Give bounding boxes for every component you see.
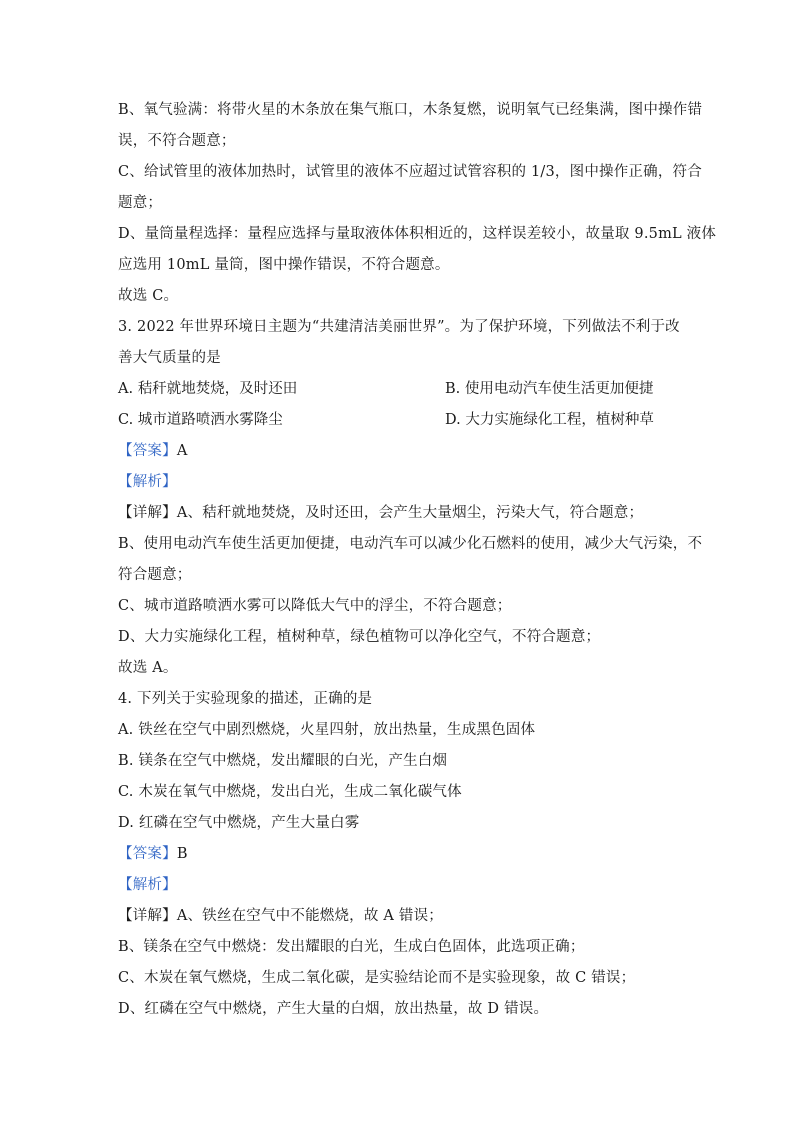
q3-detail-line-5: D、大力实施绿化工程，植树种草，绿色植物可以净化空气，不符合题意； [118,629,601,645]
q3-detail-tag: 【详解】 [118,505,177,521]
prev-solution-conclusion: 故选 C。 [118,288,179,304]
q4-detail-line-4: D、红磷在空气中燃烧，产生大量的白烟，放出热量，故 D 错误。 [118,1001,549,1017]
prev-solution-line-5: D、量筒量程选择：量程应选择与量取液体体积相近的，这样误差较小，故量取 9.5mL 液体 [118,226,717,242]
q3-answer-value: A [176,443,188,459]
q3-option-d: D. 大力实施绿化工程，植树种草 [445,412,654,428]
q3-stem-line-1: 3. 2022 年世界环境日主题为“共建清洁美丽世界”。为了保护环境，下列做法不利于改 [118,319,680,335]
q4-option-c: C. 木炭在氧气中燃烧，发出白光，生成二氧化碳气体 [118,784,462,800]
q4-option-d: D. 红磷在空气中燃烧，产生大量白雾 [118,815,360,831]
q4-option-b: B. 镁条在空气中燃烧，发出耀眼的白光，产生白烟 [118,753,448,769]
q4-stem: 4. 下列关于实验现象的描述，正确的是 [118,691,373,707]
prev-solution-line-6: 应选用 10mL 量筒，图中操作错误，不符合题意。 [118,257,450,273]
q3-answer-tag: 【答案】 [118,443,177,459]
q3-detail-text-1: A、秸秆就地焚烧，及时还田，会产生大量烟尘，污染大气，符合题意； [176,505,644,521]
q3-detail-line-2: B、使用电动汽车使生活更加便捷，电动汽车可以减少化石燃料的使用，减少大气污染，不 [118,536,703,552]
q3-options-row-2 [118,405,678,436]
q3-detail-line-1 [118,498,678,529]
q4-detail-line-3: C、木炭在氧气燃烧，生成二氧化碳，是实验结论而不是实验现象，故 C 错误； [118,970,636,986]
q4-detail-line-2: B、镁条在空气中燃烧：发出耀眼的白光，生成白色固体，此选项正确； [118,939,585,955]
q3-option-c: C. 城市道路喷洒水雾降尘 [118,412,283,428]
q3-option-a: A. 秸秆就地焚烧，及时还田 [118,381,298,397]
q4-option-a: A. 铁丝在空气中剧烈燃烧，火星四射，放出热量，生成黑色固体 [118,722,536,738]
q4-detail-tag: 【详解】 [118,908,177,924]
q3-conclusion: 故选 A。 [118,660,178,676]
document-page [118,95,717,1025]
q4-detail-line-1 [118,901,678,932]
q4-analysis [118,870,678,901]
prev-solution-line-1: B、氧气验满：将带火星的木条放在集气瓶口，木条复燃，说明氧气已经集满，图中操作错 [118,102,703,118]
q4-analysis-tag: 【解析】 [118,877,177,893]
q3-stem-line-2: 善大气质量的是 [118,350,221,366]
q3-option-b: B. 使用电动汽车使生活更加便捷 [445,381,654,397]
q4-answer-tag: 【答案】 [118,846,177,862]
q3-answer [118,436,678,467]
prev-solution-line-4: 题意； [118,195,163,211]
prev-solution-line-3: C、给试管里的液体加热时，试管里的液体不应超过试管容积的 1/3，图中操作正确，符合 [118,164,702,180]
q4-answer-value: B [176,846,188,862]
q4-answer [118,839,678,870]
q3-analysis [118,467,678,498]
q4-detail-text-1: A、铁丝在空气中不能燃烧，故 A 错误； [176,908,443,924]
q3-analysis-tag: 【解析】 [118,474,177,490]
q3-options-row-1 [118,374,678,405]
prev-solution-line-2: 误，不符合题意； [118,133,236,149]
q3-detail-line-4: C、城市道路喷洒水雾可以降低大气中的浮尘，不符合题意； [118,598,512,614]
q3-detail-line-3: 符合题意； [118,567,192,583]
